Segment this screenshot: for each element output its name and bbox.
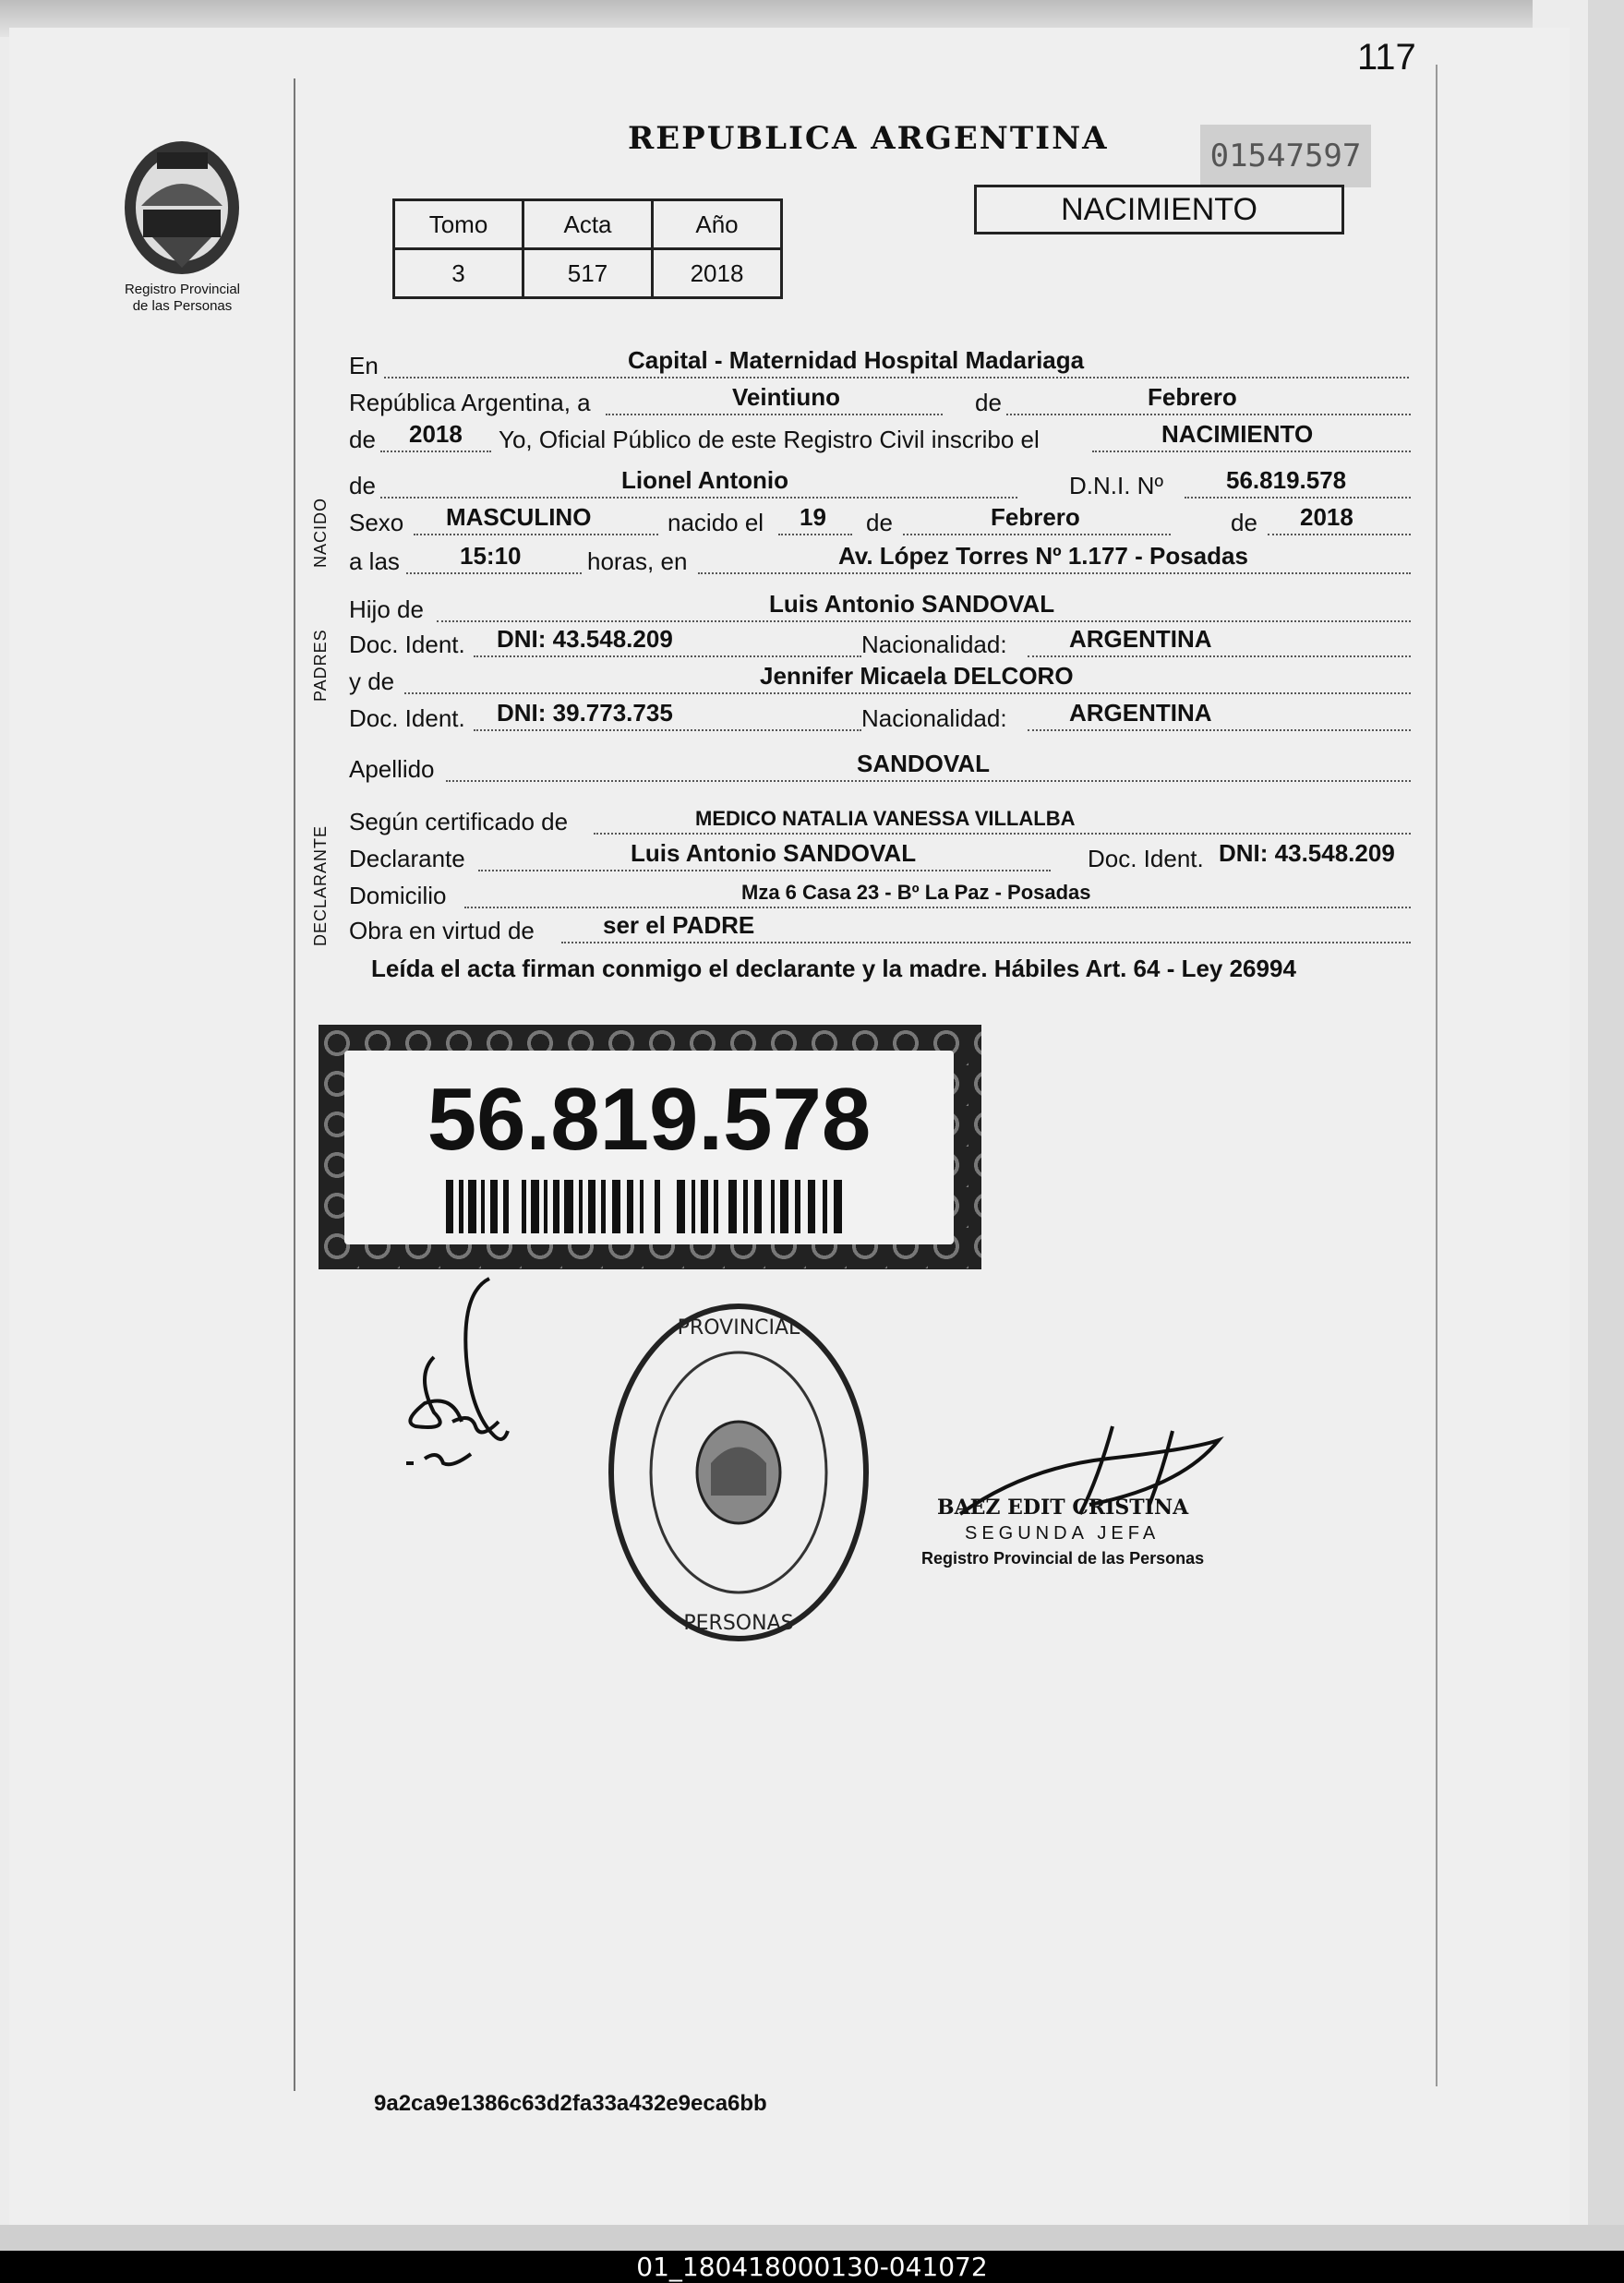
value-sexo: MASCULINO: [446, 503, 592, 531]
barcode-icon: [446, 1180, 852, 1233]
label-nacido: nacido el: [668, 509, 764, 536]
official-name: BAEZ EDIT CRISTINA: [937, 1496, 1189, 1520]
official-signature: [951, 1412, 1256, 1542]
table-header-acta: Acta: [523, 200, 653, 249]
value-apellido: SANDOVAL: [857, 750, 990, 777]
dotted-line: [698, 572, 1411, 574]
value-day-word: Veintiuno: [732, 383, 840, 411]
label-republica: República Argentina, a: [349, 389, 591, 416]
right-margin-line: [1436, 65, 1438, 2086]
table-value-acta: 517: [523, 249, 653, 298]
logo-caption-line-2: de las Personas: [132, 298, 233, 314]
svg-text:PERSONAS: PERSONAS: [683, 1612, 794, 1635]
folio-number: 117: [1357, 37, 1416, 78]
dotted-line: [903, 534, 1171, 535]
side-label-nacido: NACIDO: [311, 497, 330, 568]
label-apellido: Apellido: [349, 755, 435, 783]
label-de-year: de: [349, 426, 376, 453]
value-mother-nat: ARGENTINA: [1069, 699, 1212, 727]
table-value-row: [394, 249, 782, 298]
document-hash: 9a2ca9e1386c63d2fa33a432e9eca6bb: [374, 2091, 767, 2116]
value-birth-year: 2018: [1300, 503, 1353, 531]
dotted-line: [606, 414, 943, 415]
official-seal-stamp: [605, 1302, 872, 1643]
dni-sticker: [319, 1025, 981, 1269]
dotted-line: [474, 655, 861, 657]
value-declarante-doc: DNI: 43.548.209: [1219, 839, 1395, 867]
label-birth-de2: de: [1231, 509, 1257, 536]
row-child-name: [349, 466, 1411, 502]
value-birth-time: 15:10: [460, 542, 522, 570]
value-obra: ser el PADRE: [603, 911, 755, 939]
logo-caption-line-1: Registro Provincial: [124, 282, 241, 297]
table-value-ano: 2018: [653, 249, 782, 298]
row-year: [349, 420, 1411, 456]
declarant-signature: [397, 1274, 535, 1486]
label-y-de: y de: [349, 667, 395, 695]
label-declarante-doc: Doc. Ident.: [1088, 845, 1204, 872]
label-hijo-de: Hijo de: [349, 595, 424, 623]
dotted-line: [1028, 655, 1411, 657]
side-label-padres: PADRES: [311, 629, 330, 702]
label-sexo: Sexo: [349, 509, 404, 536]
value-child-dni: 56.819.578: [1226, 466, 1347, 494]
label-de: de: [975, 389, 1002, 416]
value-place: Capital - Maternidad Hospital Madariaga: [628, 346, 1085, 374]
dotted-line: [464, 907, 1411, 908]
label-birth-de: de: [866, 509, 893, 536]
label-obra: Obra en virtud de: [349, 917, 535, 944]
dotted-line: [446, 780, 1411, 782]
closing-note: Leída el acta firman conmigo el declarante y la madre. Hábiles Art. 64 - Ley 26994: [371, 955, 1296, 982]
row-certificado: [349, 805, 1411, 838]
dotted-line: [414, 534, 658, 535]
row-apellido: [349, 752, 1411, 786]
left-margin-line: [294, 78, 295, 2091]
value-father-nat: ARGENTINA: [1069, 625, 1212, 653]
dni-sticker-inner: [344, 1051, 954, 1244]
value-inscribo: NACIMIENTO: [1161, 420, 1314, 448]
row-time-place: [349, 542, 1411, 578]
label-mother-doc: Doc. Ident.: [349, 704, 465, 732]
dotted-line: [478, 870, 1051, 871]
bottom-scan-strip: [0, 2225, 1624, 2253]
dotted-line: [1006, 414, 1411, 415]
value-certificado: MEDICO NATALIA VANESSA VILLALBA: [695, 807, 1076, 830]
label-declarante: Declarante: [349, 845, 465, 872]
label-horas: horas, en: [587, 547, 688, 575]
value-declarante: Luis Antonio SANDOVAL: [631, 839, 917, 867]
value-mother-name: Jennifer Micaela DELCORO: [760, 662, 1074, 690]
provincial-logo-icon: [115, 134, 249, 282]
value-domicilio: Mza 6 Casa 23 - Bº La Paz - Posadas: [741, 881, 1091, 904]
label-domicilio: Domicilio: [349, 882, 447, 909]
table-header-tomo: Tomo: [394, 200, 523, 249]
dotted-line: [384, 377, 1409, 378]
tomo-acta-ano-table: [392, 198, 783, 299]
dotted-line: [1268, 534, 1411, 535]
logo-caption: [97, 282, 268, 315]
value-birth-month: Febrero: [991, 503, 1080, 531]
row-father-doc: [349, 625, 1411, 661]
dotted-line: [778, 534, 852, 535]
country-title: REPUBLICA ARGENTINA: [628, 120, 1109, 157]
official-role: SEGUNDA JEFA: [965, 1523, 1161, 1544]
row-obra: [349, 911, 1411, 947]
dotted-line: [561, 942, 1411, 943]
label-de-child: de: [349, 472, 376, 499]
dotted-line: [380, 497, 1017, 499]
dotted-line: [404, 692, 1411, 694]
dotted-line: [594, 833, 1411, 835]
label-dni: D.N.I. Nº: [1069, 472, 1163, 499]
svg-text:PROVINCIAL: PROVINCIAL: [677, 1316, 800, 1340]
label-father-nat: Nacionalidad:: [861, 631, 1007, 658]
row-mother-doc: [349, 699, 1411, 735]
label-mother-nat: Nacionalidad:: [861, 704, 1007, 732]
row-sexo: [349, 503, 1411, 539]
dotted-line: [1028, 729, 1411, 731]
row-en: [349, 346, 1411, 382]
value-month: Febrero: [1148, 383, 1237, 411]
label-a-las: a las: [349, 547, 400, 575]
row-domicilio: [349, 879, 1411, 912]
value-father-doc: DNI: 43.548.209: [497, 625, 673, 653]
label-father-doc: Doc. Ident.: [349, 631, 465, 658]
file-id-footer: 01_180418000130-041072: [0, 2251, 1624, 2283]
acta-type-box: NACIMIENTO: [974, 185, 1344, 234]
dotted-line: [406, 572, 582, 574]
dotted-line: [437, 620, 1411, 622]
value-father-name: Luis Antonio SANDOVAL: [769, 590, 1055, 618]
row-declarante: [349, 839, 1411, 875]
side-label-declarante: DECLARANTE: [311, 824, 330, 946]
row-father: [349, 590, 1411, 626]
label-official-text: Yo, Oficial Público de este Registro Civil inscribo el: [499, 426, 1040, 453]
dotted-line: [1092, 451, 1411, 452]
table-header-ano: Año: [653, 200, 782, 249]
value-mother-doc: DNI: 39.773.735: [497, 699, 673, 727]
table-value-tomo: 3: [394, 249, 523, 298]
official-organization: Registro Provincial de las Personas: [921, 1549, 1205, 1568]
dotted-line: [474, 729, 861, 731]
serial-number: 01547597: [1200, 125, 1371, 187]
label-en: En: [349, 352, 379, 379]
row-republica: [349, 383, 1411, 419]
dotted-line: [1185, 497, 1411, 499]
value-birth-day: 19: [800, 503, 826, 531]
value-birth-place: Av. López Torres Nº 1.177 - Posadas: [838, 542, 1248, 570]
table-header-row: [394, 200, 782, 249]
dotted-line: [380, 451, 491, 452]
value-child-name: Lionel Antonio: [621, 466, 788, 494]
dni-sticker-number: 56.819.578: [427, 1070, 872, 1169]
label-segun: Según certificado de: [349, 808, 569, 835]
row-mother: [349, 662, 1411, 698]
value-year: 2018: [409, 420, 463, 448]
